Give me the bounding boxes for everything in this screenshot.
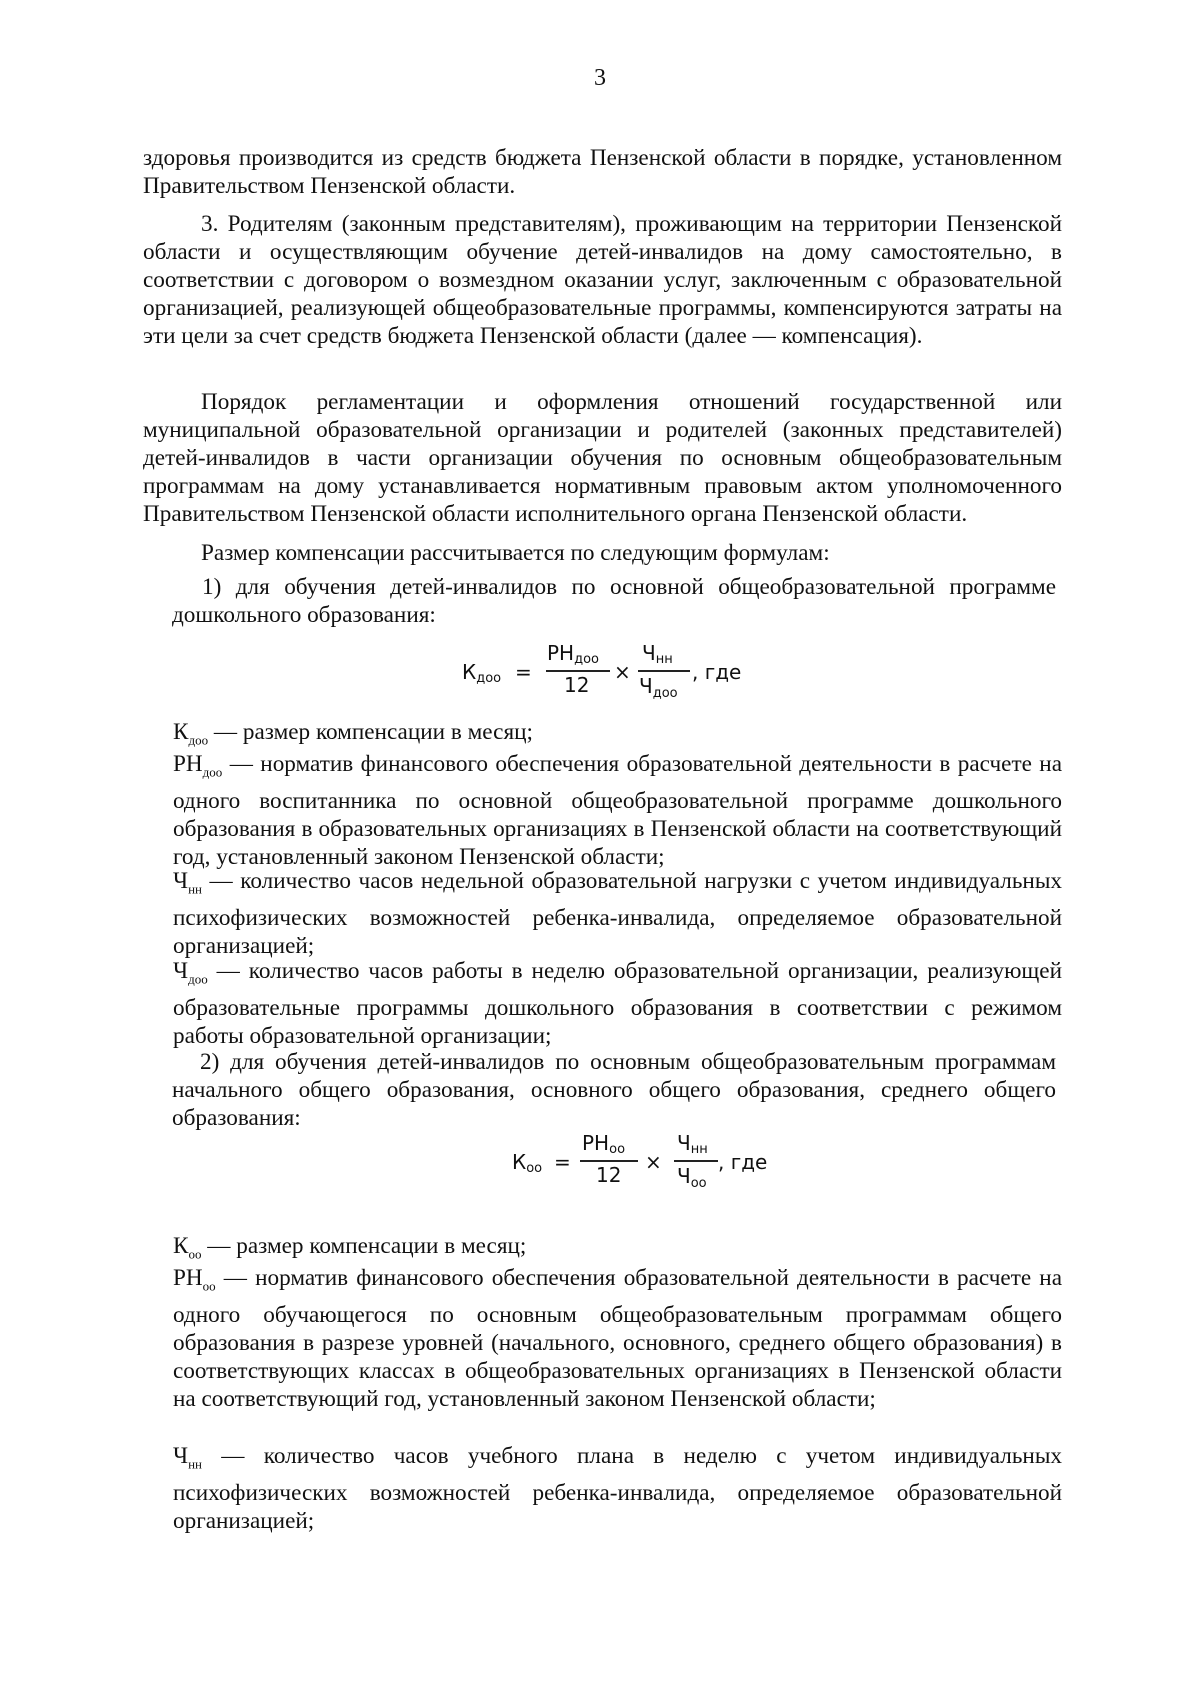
fraction-numerator: Чнн bbox=[677, 1131, 708, 1157]
paragraph-formulas-intro: Размер компенсации рассчитывается по следующим формулам: bbox=[201, 540, 830, 566]
paragraph-3: 3. Родителям (законным представителям), проживающим на территории Пензенской области и осуществляющим обучение детей-инвалидов на дому самостоятельно, в соответствии с договором о возмездном оказании услуг, заключенным с образовательной организацией, реализующей общеобразовательные программы, компенсируются затраты на эти цели за счет средств бюджета Пензенской области (далее — компенсация). bbox=[143, 211, 1062, 349]
formula-where: , где bbox=[692, 660, 742, 684]
definition-hours-load: $Ч_{нн}$ — количество часов недельной образовательной нагрузки с учетом индивидуальных психофизических возможностей ребенка-инвалида, определяемое образовательной организацией; bbox=[173, 868, 1062, 959]
formula-general bbox=[512, 1133, 772, 1193]
fraction-denominator: 12 bbox=[596, 1163, 622, 1187]
page-number: 3 bbox=[594, 65, 606, 91]
definition-norm: $РН_{доо}$ — норматив финансового обеспечения образовательной деятельности в расчете на одного воспитанника по основной общеобразовательной программе дошкольного образования в образовательных организациях в Пензенской области на соответствующий год, установленный законом Пензенской области; bbox=[173, 751, 1062, 870]
definition-norm-2: $РН_{оо}$ — норматив финансового обеспечения образовательной деятельности в расчете на одного обучающегося по основным общеобразовательным программам общего образования в разрезе уровней (начального, основного, среднего общего образования) в соответствующих классах в общеобразовательных организациях в Пензенской области на соответствующий год, установленный законом Пензенской области; bbox=[173, 1265, 1062, 1412]
formula-lhs: Кдоо bbox=[462, 660, 502, 686]
fraction-bar bbox=[546, 670, 610, 672]
formula-preschool bbox=[462, 643, 762, 703]
fraction-bar bbox=[674, 1160, 718, 1162]
fraction-denominator: $Ч_{доо}$ bbox=[639, 674, 678, 701]
list-item-1: 1) для обучения детей-инвалидов по основной общеобразовательной программе дошкольного образования: bbox=[172, 574, 1056, 628]
fraction-bar bbox=[580, 1160, 638, 1162]
equals-sign: = bbox=[515, 660, 532, 684]
list-item-2: 2) для обучения детей-инвалидов по основным общеобразовательным программам начального общего образования, основного общего образования, среднего общего образования: bbox=[172, 1049, 1056, 1131]
paragraph-procedure: Порядок регламентации и оформления отношений государственной или муниципальной образовательной организации и родителей (законных представителей) детей-инвалидов в части организации обучения по основным общеобразовательным программам на дому устанавливается нормативным правовым актом уполномоченного Правительством Пензенской области исполнительного органа Пензенской области. bbox=[143, 389, 1062, 527]
fraction-denominator: $Ч_{оо}$ bbox=[677, 1164, 707, 1191]
definition-compensation: $К_{доо}$ — размер компенсации в месяц; bbox=[173, 719, 533, 748]
paragraph-continuation: здоровья производится из средств бюджета Пензенской области в порядке, установленном Правительством Пензенской области. bbox=[143, 145, 1062, 199]
fraction-bar bbox=[638, 670, 690, 672]
formula-lhs: Коо bbox=[512, 1150, 543, 1176]
fraction-numerator: РНдоо bbox=[547, 641, 600, 667]
fraction-denominator: 12 bbox=[564, 673, 590, 697]
fraction-numerator: РНоо bbox=[582, 1131, 626, 1157]
definition-compensation-2: $К_{оо}$ — размер компенсации в месяц; bbox=[173, 1233, 527, 1262]
definition-hours-work: $Ч_{доо}$ — количество часов работы в неделю образовательной организации, реализующей образовательные программы дошкольного образования в соответствии с режимом работы образовательной организации; bbox=[173, 958, 1062, 1049]
formula-where: , где bbox=[718, 1150, 768, 1174]
equals-sign: = bbox=[554, 1150, 571, 1174]
fraction-numerator: Чнн bbox=[642, 641, 673, 667]
definition-hours-plan: $Ч_{нн}$ — количество часов учебного плана в неделю с учетом индивидуальных психофизических возможностей ребенка-инвалида, определяемое образовательной организацией; bbox=[173, 1443, 1062, 1534]
times-sign: × bbox=[645, 1150, 662, 1174]
times-sign: × bbox=[614, 660, 631, 684]
